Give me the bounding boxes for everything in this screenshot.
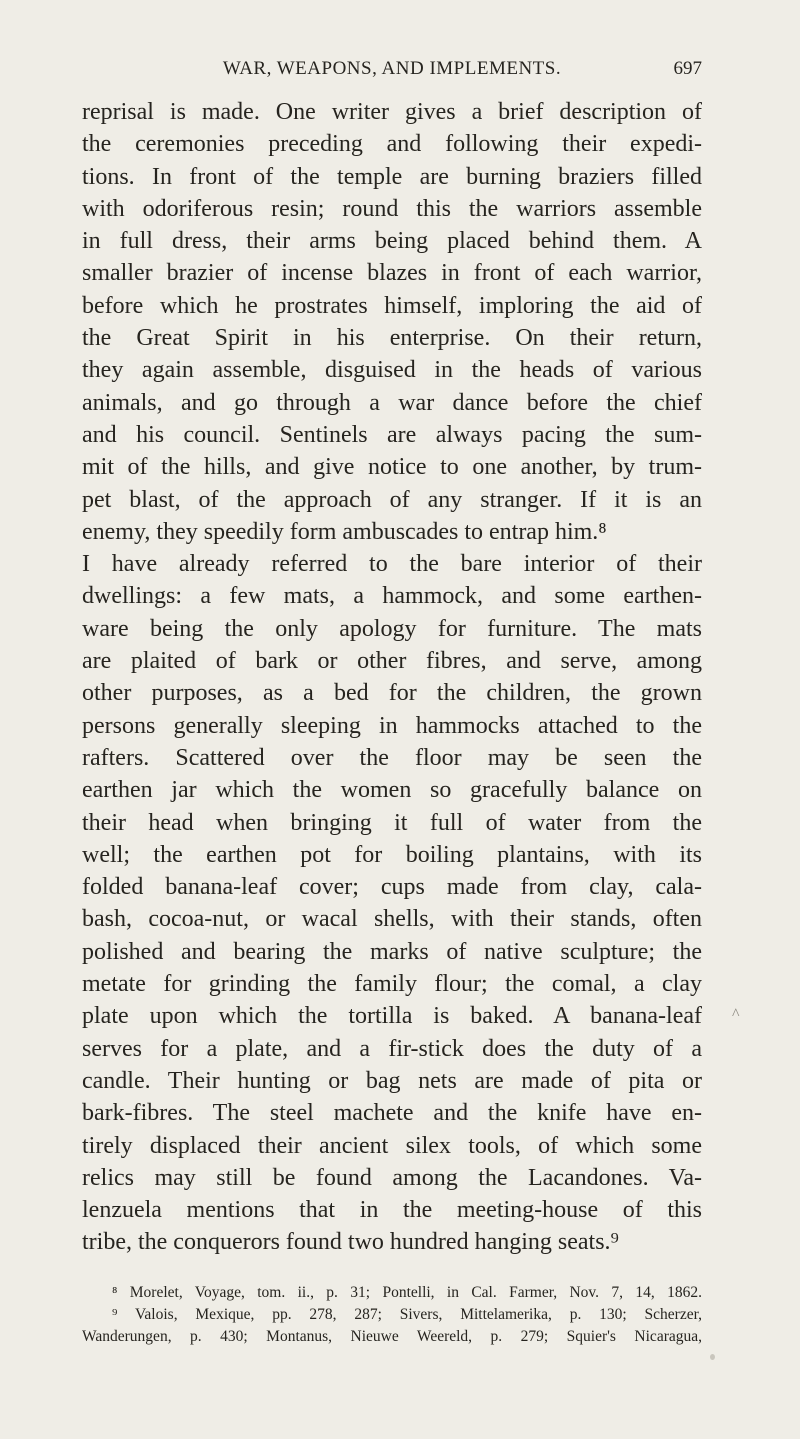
text-line: mit of the hills, and give notice to one another, by trum- <box>82 454 702 481</box>
text-line: with odoriferous resin; round this the warriors assemble <box>82 195 702 222</box>
text-line: in full dress, their arms being placed behind them. A <box>82 228 702 255</box>
text-line: ware being the only apology for furniture. The mats <box>82 615 702 642</box>
text-line: tribe, the conquerors found two hundred hanging seats.⁹ <box>82 1229 619 1256</box>
text-line: earthen jar which the women so gracefully balance on <box>82 777 702 804</box>
text-line: reprisal is made. One writer gives a brief description of <box>82 99 702 125</box>
text-line: smaller brazier of incense blazes in front of each warrior, <box>82 260 702 287</box>
text-line: lenzuela mentions that in the meeting-house of this <box>82 1197 702 1224</box>
text-line: persons generally sleeping in hammocks attached to the <box>82 712 702 739</box>
footnote-9-continued: Wanderungen, p. 430; Montanus, Nieuwe Weereld, p. 279; Squier's Nicaragua, <box>82 1328 702 1345</box>
text-line: enemy, they speedily form ambuscades to entrap him.⁸ <box>82 518 607 545</box>
text-line: dwellings: a few mats, a hammock, and some earthen- <box>82 583 702 610</box>
text-line: candle. Their hunting or bag nets are made of pita or <box>82 1067 702 1094</box>
margin-caret-mark: ^ <box>732 1006 740 1023</box>
text-line: well; the earthen pot for boiling plantains, with its <box>82 841 702 868</box>
footnotes <box>82 1282 702 1348</box>
footnote-9: ⁹ Valois, Mexique, pp. 278, 287; Sivers, Mittelamerika, p. 130; Scherzer, <box>112 1306 702 1323</box>
text-line: metate for grinding the family flour; the comal, a clay <box>82 971 702 998</box>
text-line: are plaited of bark or other fibres, and serve, among <box>82 648 702 675</box>
page-header <box>82 58 702 90</box>
text-line: polished and bearing the marks of native sculpture; the <box>82 938 702 965</box>
text-line: bark-fibres. The steel machete and the knife have en- <box>82 1100 702 1127</box>
text-line: tions. In front of the temple are burning braziers filled <box>82 163 702 190</box>
text-line: other purposes, as a bed for the children, the grown <box>82 680 702 707</box>
text-line: tirely displaced their ancient silex tools, of which some <box>82 1132 702 1159</box>
text-line: the ceremonies preceding and following their expedi- <box>82 131 702 158</box>
text-line: relics may still be found among the Lacandones. Va- <box>82 1164 702 1191</box>
text-line: they again assemble, disguised in the heads of various <box>82 357 702 384</box>
text-line: the Great Spirit in his enterprise. On their return, <box>82 325 702 352</box>
paper-speck <box>710 1354 715 1360</box>
text-line: bash, cocoa-nut, or wacal shells, with their stands, often <box>82 906 702 933</box>
text-line: animals, and go through a war dance before the chief <box>82 389 702 416</box>
text-line: rafters. Scattered over the floor may be seen the <box>82 744 702 771</box>
page-number: 697 <box>673 58 702 79</box>
text-line: plate upon which the tortilla is baked. A banana-leaf <box>82 1003 702 1030</box>
text-line: serves for a plate, and a fir-stick does the duty of a <box>82 1035 702 1062</box>
text-line: their head when bringing it full of water from the <box>82 809 702 836</box>
running-head: WAR, WEAPONS, AND IMPLEMENTS. <box>222 58 562 79</box>
text-line: before which he prostrates himself, imploring the aid of <box>82 292 702 319</box>
text-line: folded banana-leaf cover; cups made from clay, cala- <box>82 874 702 901</box>
text-line: I have already referred to the bare interior of their <box>82 551 702 578</box>
footnote-8: ⁸ Morelet, Voyage, tom. ii., p. 31; Pontelli, in Cal. Farmer, Nov. 7, 14, 1862. <box>112 1284 702 1301</box>
body-text <box>82 96 702 1259</box>
text-line: and his council. Sentinels are always pacing the sum- <box>82 421 702 448</box>
text-line: pet blast, of the approach of any stranger. If it is an <box>82 486 702 513</box>
